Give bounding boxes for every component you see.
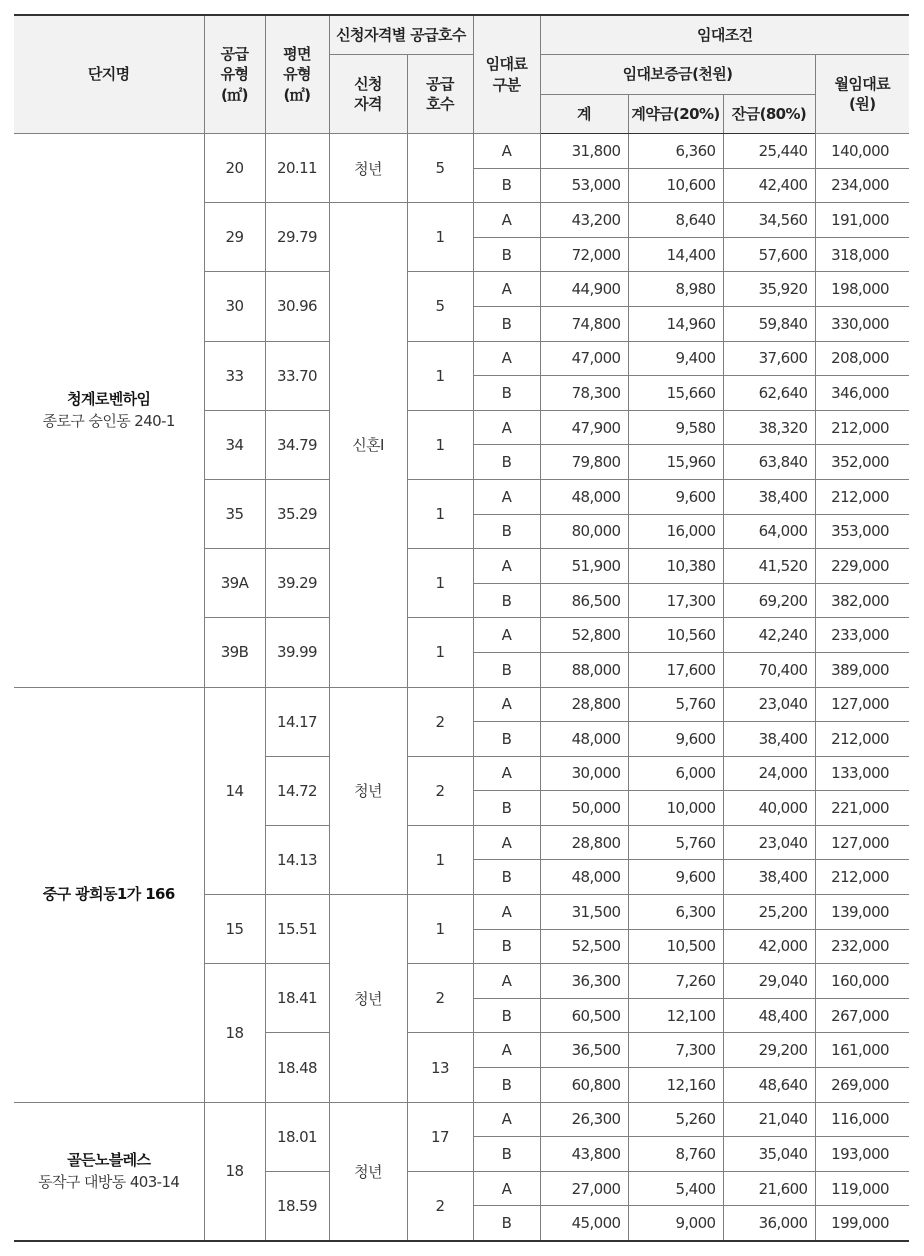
deposit-contract-cell: 8,640	[628, 203, 723, 238]
deposit-contract-cell: 12,100	[628, 998, 723, 1033]
monthly-rent-cell: 233,000	[815, 618, 909, 653]
rent-class-cell: B	[473, 306, 540, 341]
count-cell: 1	[407, 618, 473, 687]
header-qualification-label: 신청 자격	[354, 74, 382, 113]
rent-class-cell: A	[473, 1171, 540, 1206]
deposit-contract-cell: 10,600	[628, 168, 723, 203]
header-deposit-total: 계	[540, 94, 628, 134]
deposit-balance-cell: 70,400	[723, 652, 815, 687]
count-cell: 2	[407, 687, 473, 756]
count-cell: 2	[407, 756, 473, 825]
header-qualification	[329, 55, 407, 134]
deposit-contract-cell: 7,260	[628, 964, 723, 999]
complex-cell	[14, 134, 204, 688]
deposit-balance-cell: 40,000	[723, 791, 815, 826]
deposit-total-cell: 78,300	[540, 376, 628, 411]
count-cell: 2	[407, 964, 473, 1033]
qualification-cell: 청년	[329, 687, 407, 895]
deposit-contract-cell: 5,760	[628, 825, 723, 860]
deposit-contract-cell: 15,960	[628, 445, 723, 480]
count-cell: 1	[407, 479, 473, 548]
monthly-rent-cell: 160,000	[815, 964, 909, 999]
deposit-total-cell: 52,500	[540, 929, 628, 964]
deposit-contract-cell: 10,560	[628, 618, 723, 653]
count-cell: 1	[407, 410, 473, 479]
rent-class-cell: B	[473, 583, 540, 618]
header-row-1	[14, 15, 909, 55]
deposit-contract-cell: 5,400	[628, 1171, 723, 1206]
supply-type-cell: 34	[204, 410, 265, 479]
deposit-total-cell: 50,000	[540, 791, 628, 826]
qualification-cell: 청년	[329, 134, 407, 203]
area-cell: 33.70	[265, 341, 329, 410]
header-deposit-contract: 계약금(20%)	[628, 94, 723, 134]
count-cell: 1	[407, 895, 473, 964]
table-row	[14, 687, 909, 722]
monthly-rent-cell: 191,000	[815, 203, 909, 238]
deposit-total-cell: 52,800	[540, 618, 628, 653]
supply-type-cell: 39B	[204, 618, 265, 687]
rent-class-cell: B	[473, 998, 540, 1033]
rent-class-cell: B	[473, 929, 540, 964]
header-area-type	[265, 15, 329, 134]
supply-type-cell: 35	[204, 479, 265, 548]
header-qualification-group: 신청자격별 공급호수	[329, 15, 473, 55]
count-cell: 17	[407, 1102, 473, 1171]
deposit-total-cell: 80,000	[540, 514, 628, 549]
monthly-rent-cell: 116,000	[815, 1102, 909, 1137]
deposit-total-cell: 86,500	[540, 583, 628, 618]
supply-type-cell: 15	[204, 895, 265, 964]
deposit-total-cell: 51,900	[540, 549, 628, 584]
monthly-rent-cell: 318,000	[815, 237, 909, 272]
supply-type-cell: 18	[204, 964, 265, 1102]
rent-class-cell: A	[473, 1102, 540, 1137]
rent-class-cell: B	[473, 1068, 540, 1103]
rent-class-cell: B	[473, 722, 540, 757]
complex-name: 골든노블레스	[67, 1150, 151, 1169]
rent-class-cell: B	[473, 168, 540, 203]
count-cell: 13	[407, 1033, 473, 1102]
deposit-total-cell: 30,000	[540, 756, 628, 791]
deposit-contract-cell: 10,500	[628, 929, 723, 964]
deposit-total-cell: 27,000	[540, 1171, 628, 1206]
area-cell: 18.01	[265, 1102, 329, 1171]
deposit-total-cell: 44,900	[540, 272, 628, 307]
deposit-total-cell: 72,000	[540, 237, 628, 272]
area-cell: 34.79	[265, 410, 329, 479]
rent-class-cell: B	[473, 237, 540, 272]
monthly-rent-cell: 212,000	[815, 410, 909, 445]
deposit-balance-cell: 64,000	[723, 514, 815, 549]
deposit-total-cell: 43,200	[540, 203, 628, 238]
rent-class-cell: A	[473, 964, 540, 999]
monthly-rent-cell: 208,000	[815, 341, 909, 376]
monthly-rent-cell: 127,000	[815, 825, 909, 860]
count-cell: 1	[407, 549, 473, 618]
deposit-contract-cell: 6,000	[628, 756, 723, 791]
header-deposit-group: 임대보증금(천원)	[540, 55, 815, 95]
deposit-total-cell: 48,000	[540, 479, 628, 514]
monthly-rent-cell: 229,000	[815, 549, 909, 584]
deposit-total-cell: 74,800	[540, 306, 628, 341]
deposit-total-cell: 47,000	[540, 341, 628, 376]
deposit-balance-cell: 38,400	[723, 479, 815, 514]
monthly-rent-cell: 212,000	[815, 722, 909, 757]
deposit-contract-cell: 6,360	[628, 134, 723, 169]
deposit-contract-cell: 17,600	[628, 652, 723, 687]
deposit-balance-cell: 23,040	[723, 825, 815, 860]
deposit-total-cell: 28,800	[540, 687, 628, 722]
deposit-balance-cell: 24,000	[723, 756, 815, 791]
area-cell: 20.11	[265, 134, 329, 203]
monthly-rent-cell: 140,000	[815, 134, 909, 169]
header-monthly-rent-label: 월임대료 (원)	[834, 74, 891, 113]
rent-class-cell: B	[473, 514, 540, 549]
deposit-contract-cell: 9,580	[628, 410, 723, 445]
area-cell: 39.99	[265, 618, 329, 687]
monthly-rent-cell: 330,000	[815, 306, 909, 341]
deposit-total-cell: 88,000	[540, 652, 628, 687]
monthly-rent-cell: 161,000	[815, 1033, 909, 1068]
table-row	[14, 134, 909, 169]
deposit-balance-cell: 42,240	[723, 618, 815, 653]
deposit-contract-cell: 12,160	[628, 1068, 723, 1103]
supply-type-cell: 33	[204, 341, 265, 410]
deposit-balance-cell: 25,200	[723, 895, 815, 930]
deposit-balance-cell: 34,560	[723, 203, 815, 238]
deposit-balance-cell: 41,520	[723, 549, 815, 584]
supply-type-cell: 29	[204, 203, 265, 272]
deposit-contract-cell: 16,000	[628, 514, 723, 549]
rent-class-cell: B	[473, 791, 540, 826]
deposit-total-cell: 53,000	[540, 168, 628, 203]
deposit-contract-cell: 10,000	[628, 791, 723, 826]
header-supply-count-label: 공급 호수	[426, 74, 454, 113]
deposit-balance-cell: 37,600	[723, 341, 815, 376]
deposit-contract-cell: 5,260	[628, 1102, 723, 1137]
deposit-total-cell: 28,800	[540, 825, 628, 860]
deposit-total-cell: 36,500	[540, 1033, 628, 1068]
deposit-contract-cell: 7,300	[628, 1033, 723, 1068]
monthly-rent-cell: 267,000	[815, 998, 909, 1033]
monthly-rent-cell: 389,000	[815, 652, 909, 687]
area-cell: 14.72	[265, 756, 329, 825]
header-rent-class-label: 임대료 구분	[485, 55, 528, 94]
deposit-contract-cell: 9,600	[628, 860, 723, 895]
header-area-type-label: 평면 유형 (㎡)	[283, 45, 311, 104]
deposit-balance-cell: 35,040	[723, 1137, 815, 1172]
supply-type-cell: 18	[204, 1102, 265, 1240]
table-header	[14, 15, 909, 134]
monthly-rent-cell: 199,000	[815, 1206, 909, 1241]
monthly-rent-cell: 353,000	[815, 514, 909, 549]
rent-class-cell: A	[473, 1033, 540, 1068]
supply-type-cell: 20	[204, 134, 265, 203]
complex-address: 동작구 대방동 403-14	[38, 1173, 180, 1192]
deposit-total-cell: 47,900	[540, 410, 628, 445]
deposit-contract-cell: 9,600	[628, 479, 723, 514]
deposit-balance-cell: 23,040	[723, 687, 815, 722]
supply-type-cell: 30	[204, 272, 265, 341]
deposit-balance-cell: 25,440	[723, 134, 815, 169]
deposit-contract-cell: 9,600	[628, 722, 723, 757]
table-row	[14, 1102, 909, 1137]
deposit-contract-cell: 8,760	[628, 1137, 723, 1172]
deposit-contract-cell: 14,400	[628, 237, 723, 272]
deposit-total-cell: 36,300	[540, 964, 628, 999]
header-deposit-balance: 잔금(80%)	[723, 94, 815, 134]
rent-class-cell: A	[473, 756, 540, 791]
area-cell: 14.17	[265, 687, 329, 756]
deposit-balance-cell: 38,400	[723, 722, 815, 757]
rent-class-cell: B	[473, 652, 540, 687]
deposit-total-cell: 60,800	[540, 1068, 628, 1103]
deposit-balance-cell: 38,320	[723, 410, 815, 445]
monthly-rent-cell: 269,000	[815, 1068, 909, 1103]
rent-class-cell: A	[473, 825, 540, 860]
deposit-total-cell: 79,800	[540, 445, 628, 480]
rent-class-cell: A	[473, 618, 540, 653]
header-complex-name: 단지명	[14, 15, 204, 134]
deposit-balance-cell: 42,400	[723, 168, 815, 203]
deposit-contract-cell: 6,300	[628, 895, 723, 930]
deposit-contract-cell: 8,980	[628, 272, 723, 307]
deposit-contract-cell: 14,960	[628, 306, 723, 341]
deposit-contract-cell: 15,660	[628, 376, 723, 411]
deposit-balance-cell: 35,920	[723, 272, 815, 307]
rental-conditions-table	[14, 14, 909, 1242]
deposit-balance-cell: 36,000	[723, 1206, 815, 1241]
deposit-total-cell: 31,800	[540, 134, 628, 169]
deposit-balance-cell: 57,600	[723, 237, 815, 272]
header-supply-type-label: 공급 유형 (㎡)	[220, 45, 249, 104]
rent-class-cell: A	[473, 895, 540, 930]
deposit-balance-cell: 21,040	[723, 1102, 815, 1137]
supply-type-cell: 14	[204, 687, 265, 895]
count-cell: 5	[407, 134, 473, 203]
area-cell: 35.29	[265, 479, 329, 548]
deposit-total-cell: 60,500	[540, 998, 628, 1033]
qualification-cell: 신혼Ⅰ	[329, 203, 407, 687]
monthly-rent-cell: 139,000	[815, 895, 909, 930]
rent-class-cell: B	[473, 445, 540, 480]
monthly-rent-cell: 346,000	[815, 376, 909, 411]
area-cell: 39.29	[265, 549, 329, 618]
deposit-balance-cell: 63,840	[723, 445, 815, 480]
deposit-contract-cell: 10,380	[628, 549, 723, 584]
deposit-balance-cell: 38,400	[723, 860, 815, 895]
deposit-total-cell: 31,500	[540, 895, 628, 930]
rent-class-cell: A	[473, 134, 540, 169]
table-body	[14, 134, 909, 1241]
area-cell: 14.13	[265, 825, 329, 894]
area-cell: 18.41	[265, 964, 329, 1033]
deposit-total-cell: 43,800	[540, 1137, 628, 1172]
supply-type-cell: 39A	[204, 549, 265, 618]
qualification-cell: 청년	[329, 1102, 407, 1240]
monthly-rent-cell: 352,000	[815, 445, 909, 480]
deposit-total-cell: 48,000	[540, 860, 628, 895]
deposit-contract-cell: 9,000	[628, 1206, 723, 1241]
rent-class-cell: B	[473, 376, 540, 411]
monthly-rent-cell: 119,000	[815, 1171, 909, 1206]
deposit-total-cell: 48,000	[540, 722, 628, 757]
monthly-rent-cell: 232,000	[815, 929, 909, 964]
monthly-rent-cell: 127,000	[815, 687, 909, 722]
deposit-contract-cell: 17,300	[628, 583, 723, 618]
header-supply-type	[204, 15, 265, 134]
complex-address: 종로구 숭인동 240-1	[42, 412, 175, 431]
deposit-contract-cell: 5,760	[628, 687, 723, 722]
deposit-balance-cell: 29,200	[723, 1033, 815, 1068]
count-cell: 5	[407, 272, 473, 341]
area-cell: 30.96	[265, 272, 329, 341]
complex-name: 중구 광희동1가 166	[42, 885, 175, 904]
monthly-rent-cell: 212,000	[815, 860, 909, 895]
count-cell: 1	[407, 203, 473, 272]
area-cell: 18.59	[265, 1171, 329, 1240]
header-monthly-rent	[815, 55, 909, 134]
deposit-balance-cell: 59,840	[723, 306, 815, 341]
deposit-total-cell: 26,300	[540, 1102, 628, 1137]
complex-cell	[14, 687, 204, 1102]
deposit-contract-cell: 9,400	[628, 341, 723, 376]
rent-class-cell: A	[473, 272, 540, 307]
rent-class-cell: A	[473, 203, 540, 238]
rent-class-cell: B	[473, 1137, 540, 1172]
count-cell: 1	[407, 825, 473, 894]
monthly-rent-cell: 198,000	[815, 272, 909, 307]
rental-conditions-table-wrapper	[14, 14, 909, 1242]
area-cell: 18.48	[265, 1033, 329, 1102]
deposit-total-cell: 45,000	[540, 1206, 628, 1241]
count-cell: 1	[407, 341, 473, 410]
header-supply-count	[407, 55, 473, 134]
deposit-balance-cell: 29,040	[723, 964, 815, 999]
rent-class-cell: A	[473, 341, 540, 376]
qualification-cell: 청년	[329, 895, 407, 1103]
deposit-balance-cell: 48,640	[723, 1068, 815, 1103]
monthly-rent-cell: 193,000	[815, 1137, 909, 1172]
deposit-balance-cell: 42,000	[723, 929, 815, 964]
rent-class-cell: B	[473, 1206, 540, 1241]
header-rent-class	[473, 15, 540, 134]
header-rent-conditions: 임대조건	[540, 15, 909, 55]
rent-class-cell: A	[473, 410, 540, 445]
area-cell: 15.51	[265, 895, 329, 964]
complex-cell	[14, 1102, 204, 1240]
rent-class-cell: A	[473, 479, 540, 514]
monthly-rent-cell: 221,000	[815, 791, 909, 826]
rent-class-cell: A	[473, 687, 540, 722]
deposit-balance-cell: 69,200	[723, 583, 815, 618]
monthly-rent-cell: 212,000	[815, 479, 909, 514]
monthly-rent-cell: 133,000	[815, 756, 909, 791]
deposit-balance-cell: 48,400	[723, 998, 815, 1033]
monthly-rent-cell: 234,000	[815, 168, 909, 203]
monthly-rent-cell: 382,000	[815, 583, 909, 618]
count-cell: 2	[407, 1171, 473, 1240]
deposit-balance-cell: 62,640	[723, 376, 815, 411]
complex-name: 청계로벤하임	[67, 389, 151, 408]
area-cell: 29.79	[265, 203, 329, 272]
rent-class-cell: B	[473, 860, 540, 895]
rent-class-cell: A	[473, 549, 540, 584]
deposit-balance-cell: 21,600	[723, 1171, 815, 1206]
